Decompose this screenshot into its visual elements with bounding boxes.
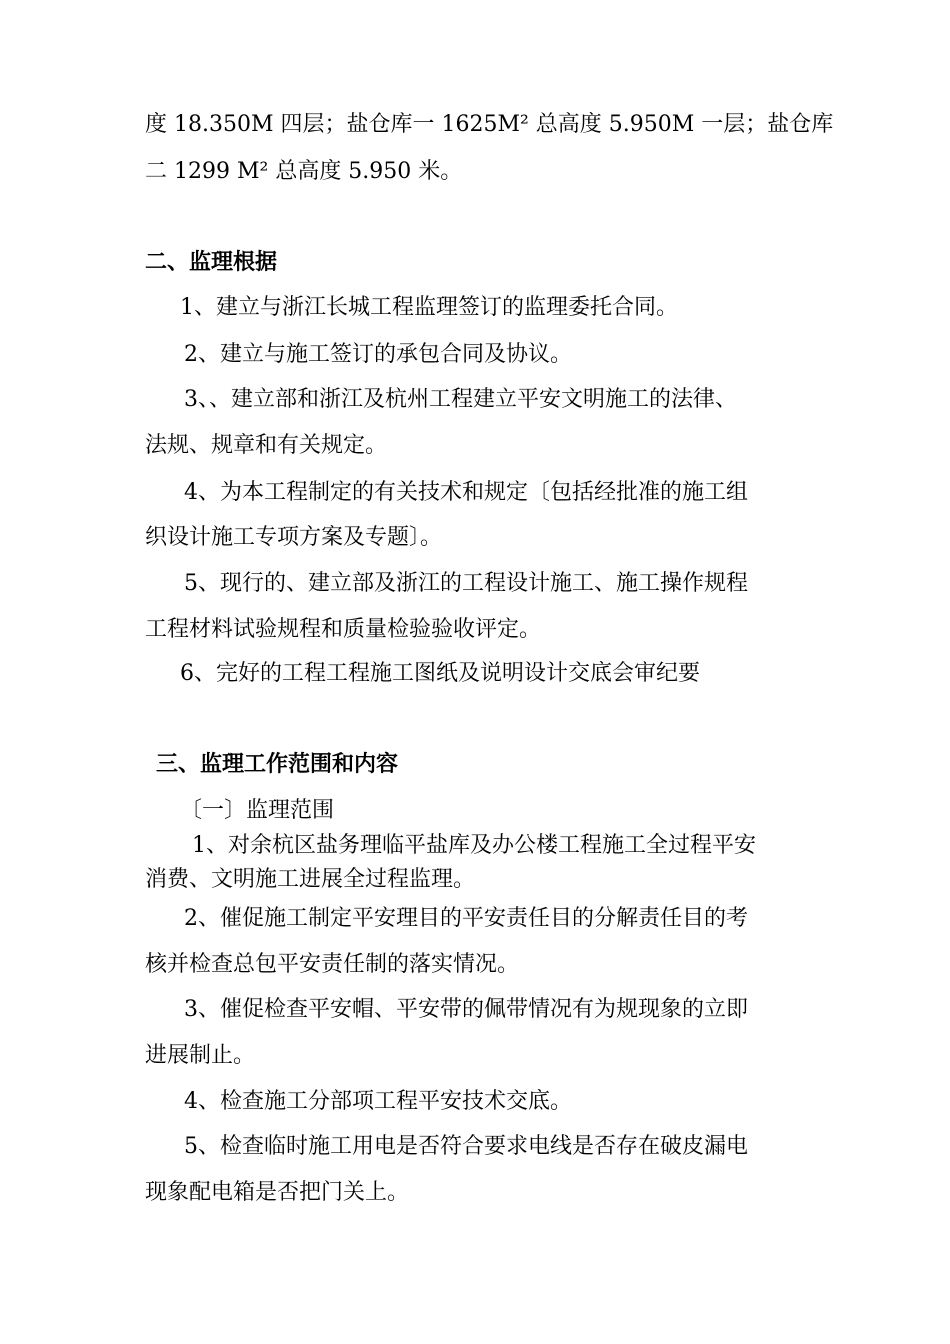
section-2-item-2: 2、建立与施工签订的承包合同及协议。 [184,342,572,367]
section-2-item-4-cont: 织设计施工专项方案及专题〕。 [145,525,443,550]
section-2-item-6: 6、完好的工程工程施工图纸及说明设计交底会审纪要 [180,661,700,686]
intro-line-1: 度 18.350M 四层；盐仓库一 1625M² 总高度 5.950M 一层；盐仓库 [145,112,834,137]
section-3-item-1-cont: 消费、文明施工进展全过程监理。 [145,867,476,892]
section-2-item-5-cont: 工程材料试验规程和质量检验验收评定。 [145,617,542,642]
section-3-item-5-cont: 现象配电箱是否把门关上。 [145,1180,410,1205]
section-2-title: 二、监理根据 [145,250,278,275]
section-2-item-3-cont: 法规、规章和有关规定。 [145,433,388,458]
section-2-item-3: 3、、建立部和浙江及杭州工程建立平安文明施工的法律、 [184,387,737,412]
section-3-subtitle: 〔一〕监理范围 [180,798,335,823]
section-3-item-5: 5、检查临时施工用电是否符合要求电线是否存在破皮漏电 [184,1134,748,1159]
section-3-item-3-cont: 进展制止。 [145,1043,256,1068]
section-3-item-3: 3、催促检查平安帽、平安带的佩带情况有为规现象的立即 [184,997,748,1022]
section-2-item-5: 5、现行的、建立部及浙江的工程设计施工、施工操作规程 [184,571,748,596]
intro-line-2: 二 1299 M² 总高度 5.950 米。 [145,159,463,184]
section-3-title: 三、监理工作范围和内容 [156,752,399,777]
section-3-item-4: 4、检查施工分部项工程平安技术交底。 [184,1089,572,1114]
section-2-item-1: 1、建立与浙江长城工程监理签订的监理委托合同。 [180,295,678,320]
section-3-item-2: 2、催促施工制定平安理目的平安责任目的分解责任目的考 [184,906,748,931]
section-3-item-2-cont: 核并检查总包平安责任制的落实情况。 [145,952,520,977]
section-3-item-1: 1、对余杭区盐务理临平盐库及办公楼工程施工全过程平安 [192,833,756,858]
section-2-item-4: 4、为本工程制定的有关技术和规定〔包括经批准的施工组 [184,480,748,505]
